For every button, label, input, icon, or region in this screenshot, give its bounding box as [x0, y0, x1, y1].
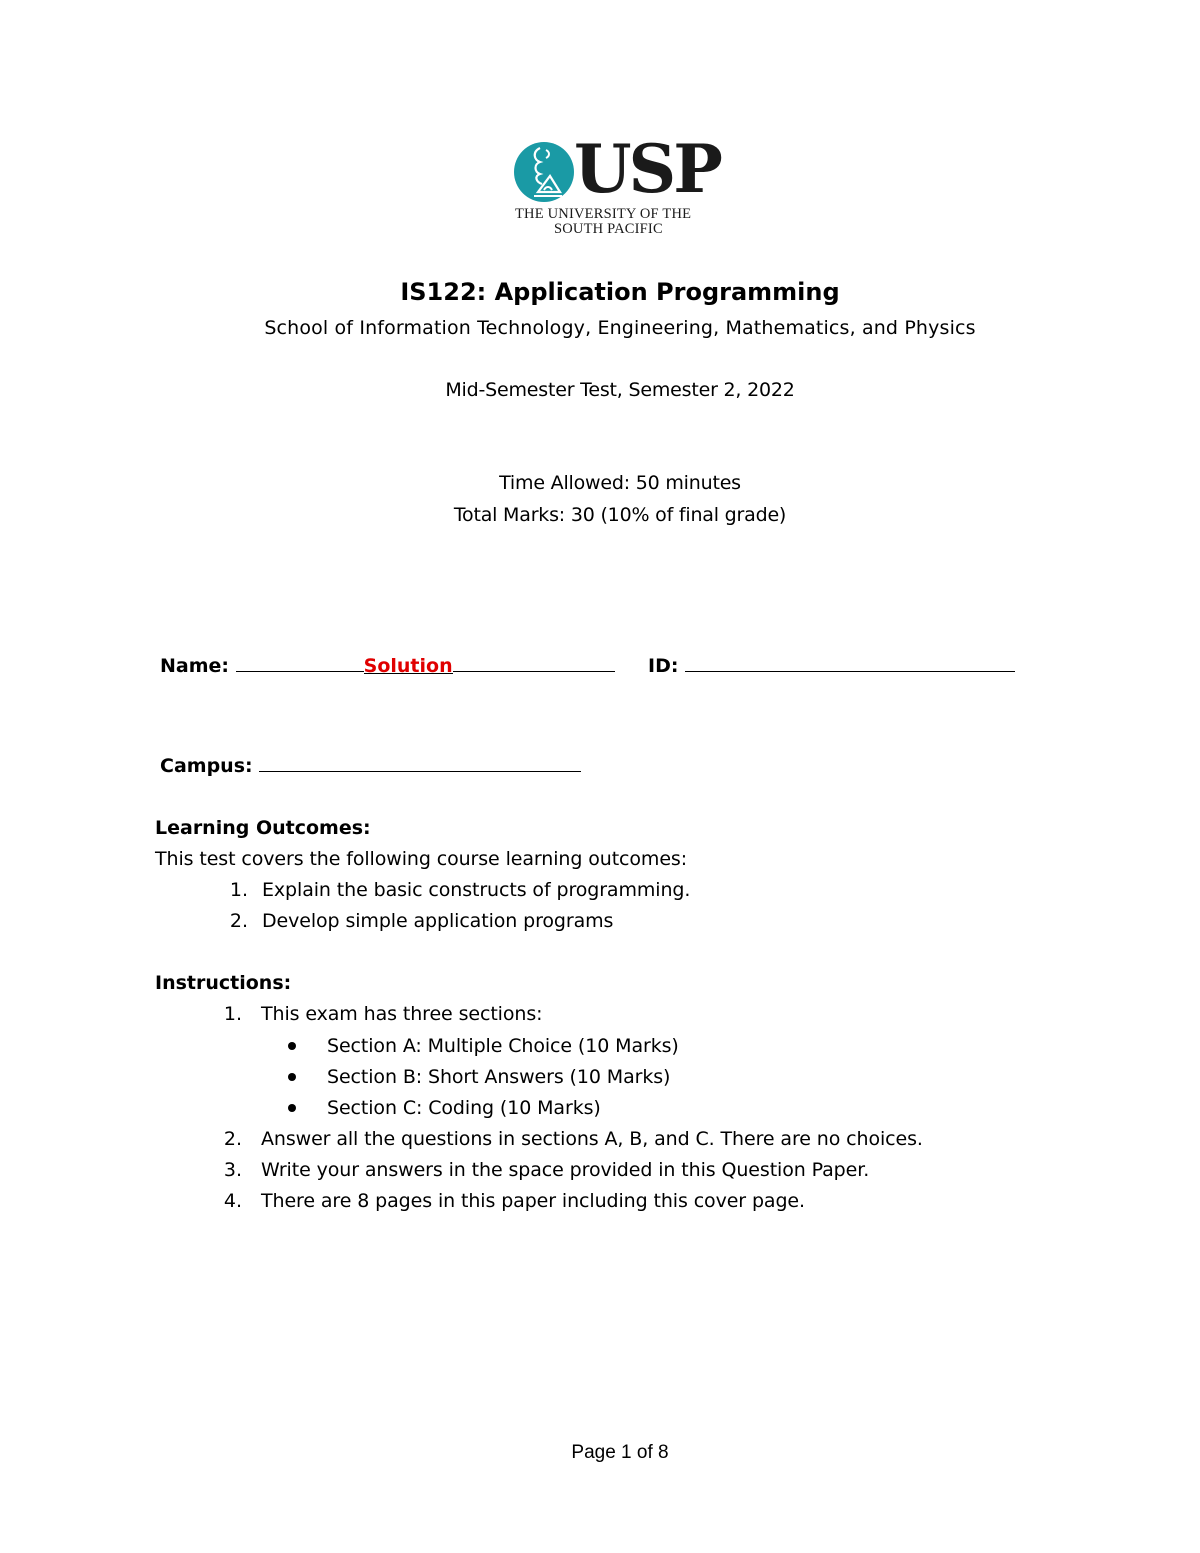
instruction-item: Answer all the questions in sections A, B, and C. There are no choices.: [261, 1128, 923, 1150]
instructions-heading: Instructions:: [155, 972, 292, 994]
instruction-number: 2.: [223, 1128, 242, 1150]
name-underline-left: [236, 651, 364, 672]
section-item: Section B: Short Answers (10 Marks): [327, 1066, 671, 1088]
bullet-icon: [288, 1104, 296, 1112]
university-name-line1: THE UNIVERSITY OF THE: [515, 206, 692, 222]
outcome-number: 1.: [229, 879, 248, 901]
name-value: [363, 653, 453, 677]
time-allowed: Time Allowed: 50 minutes: [499, 472, 741, 494]
school-name: School of Information Technology, Engineering, Mathematics, and Physics: [264, 317, 976, 339]
section-item: Section C: Coding (10 Marks): [327, 1097, 601, 1119]
instruction-number: 1.: [223, 1003, 242, 1025]
bullet-icon: [288, 1042, 296, 1050]
name-underline-right: [453, 651, 615, 672]
usp-wordmark: USP: [574, 130, 720, 208]
name-field[interactable]: [160, 651, 615, 679]
solution-text: Solution: [363, 655, 453, 677]
id-field[interactable]: [648, 651, 1015, 679]
id-underline: [685, 651, 1015, 672]
outcome-item: Develop simple application programs: [262, 910, 614, 932]
section-item: Section A: Multiple Choice (10 Marks): [327, 1035, 679, 1057]
university-name-line2: SOUTH PACIFIC: [554, 221, 663, 237]
learning-outcomes-heading: Learning Outcomes:: [155, 817, 371, 839]
instruction-number: 3.: [223, 1159, 242, 1181]
total-marks: Total Marks: 30 (10% of final grade): [453, 504, 787, 526]
outcome-item: Explain the basic constructs of programming.: [262, 879, 691, 901]
learning-outcomes-intro: This test covers the following course learning outcomes:: [155, 848, 688, 870]
course-title: IS122: Application Programming: [400, 278, 840, 306]
test-name: Mid-Semester Test, Semester 2, 2022: [445, 379, 795, 401]
id-label: ID:: [648, 655, 679, 677]
bullet-icon: [288, 1073, 296, 1081]
campus-field[interactable]: [160, 751, 581, 779]
instruction-number: 4.: [223, 1190, 242, 1212]
usp-emblem-icon: [512, 140, 576, 204]
instruction-item: This exam has three sections:: [261, 1003, 543, 1025]
page-number: Page 1 of 8: [571, 1442, 669, 1463]
campus-label: Campus:: [160, 755, 253, 777]
name-label: Name:: [160, 655, 230, 677]
outcome-number: 2.: [229, 910, 248, 932]
usp-logo: [512, 130, 732, 240]
instruction-item: Write your answers in the space provided in this Question Paper.: [261, 1159, 870, 1181]
instruction-item: There are 8 pages in this paper including this cover page.: [261, 1190, 805, 1212]
campus-underline: [259, 751, 581, 772]
